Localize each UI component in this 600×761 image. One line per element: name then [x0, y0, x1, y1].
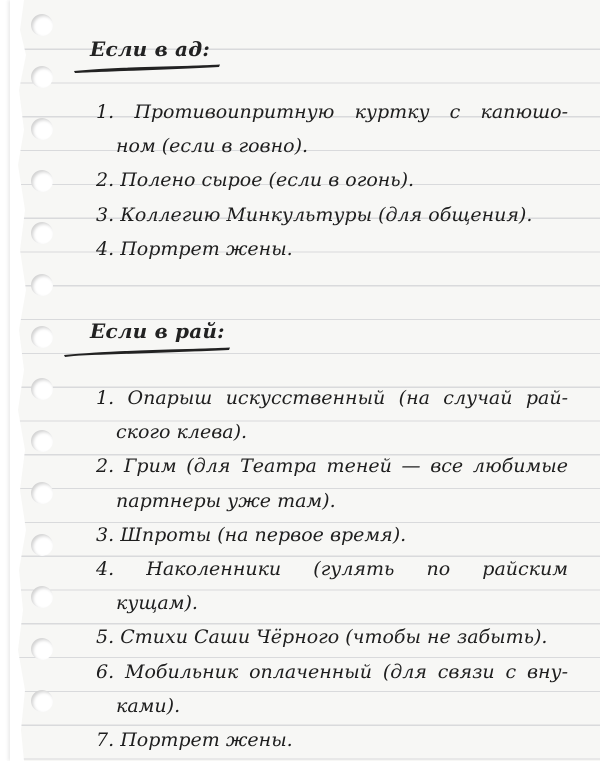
binder-hole [31, 586, 53, 608]
list-item [96, 449, 568, 483]
binder-hole [31, 430, 53, 452]
item-number: 7. [96, 729, 115, 752]
item-number: 5. [96, 626, 115, 649]
binder-hole [31, 638, 53, 660]
item-text: Коллегию Минкультуры (для общения). [120, 203, 533, 226]
list-item [96, 655, 568, 689]
item-text: ном (если в говно). [116, 135, 309, 158]
item-number: 2. [96, 455, 115, 478]
list-item-continuation [96, 129, 568, 163]
item-text: Грим (для Театра теней — все любимые [123, 455, 568, 478]
section-heading-paradise: Если в рай: [90, 319, 225, 343]
item-text: Стихи Саши Чёрного (чтобы не забыть). [120, 626, 548, 649]
item-text: кущам). [116, 592, 198, 615]
binder-hole [31, 274, 53, 296]
binder-hole [31, 66, 53, 88]
list-item [96, 198, 568, 232]
list-item [96, 518, 568, 552]
item-number: 1. [96, 387, 115, 409]
item-text: Шпроты (на первое время). [120, 523, 407, 546]
brush-underline-icon [72, 62, 222, 76]
item-number: 3. [96, 523, 115, 546]
binder-hole [31, 14, 53, 36]
binder-hole [31, 378, 53, 400]
list-item [96, 381, 568, 415]
list-item-continuation [96, 415, 568, 449]
binder-hole [31, 326, 53, 348]
list-item [96, 163, 568, 197]
item-text: Портрет жены. [120, 237, 293, 260]
list-item [96, 620, 568, 654]
item-text: Портрет жены. [120, 729, 293, 752]
item-number: 6. [96, 660, 115, 683]
list-item [96, 552, 568, 586]
list-item [96, 232, 568, 266]
binder-hole [31, 482, 53, 504]
binder-hole [31, 222, 53, 244]
list-item [96, 723, 568, 757]
binder-hole [31, 118, 53, 140]
binder-hole [31, 690, 53, 712]
list-item [96, 95, 568, 129]
list-item-continuation [96, 586, 568, 620]
item-text: Противоипритную куртку с капюшо- [134, 101, 568, 123]
list-paradise [96, 381, 568, 757]
notebook-sheet [10, 0, 600, 761]
item-text: ками). [116, 694, 181, 717]
item-text: Наколенники (гулять по райским [146, 558, 568, 581]
list-item-continuation [96, 484, 568, 518]
item-text: Полено сырое (если в огонь). [120, 169, 415, 192]
item-text: Мобильник оплаченный (для связи с вну- [124, 660, 568, 683]
section-heading-hell: Если в ад: [90, 37, 210, 61]
item-text: Опарыш искусственный (на случай рай- [127, 387, 568, 409]
item-number: 3. [96, 203, 115, 226]
binder-hole [31, 534, 53, 556]
item-text: партнеры уже там). [116, 489, 336, 512]
binder-hole [31, 170, 53, 192]
item-number: 2. [96, 169, 115, 192]
list-hell [96, 95, 568, 266]
brush-underline-icon [62, 345, 232, 359]
list-item-continuation [96, 689, 568, 723]
item-text: ского клева). [116, 421, 248, 444]
item-number: 1. [96, 101, 115, 123]
item-number: 4. [96, 237, 115, 260]
item-number: 4. [96, 558, 115, 581]
